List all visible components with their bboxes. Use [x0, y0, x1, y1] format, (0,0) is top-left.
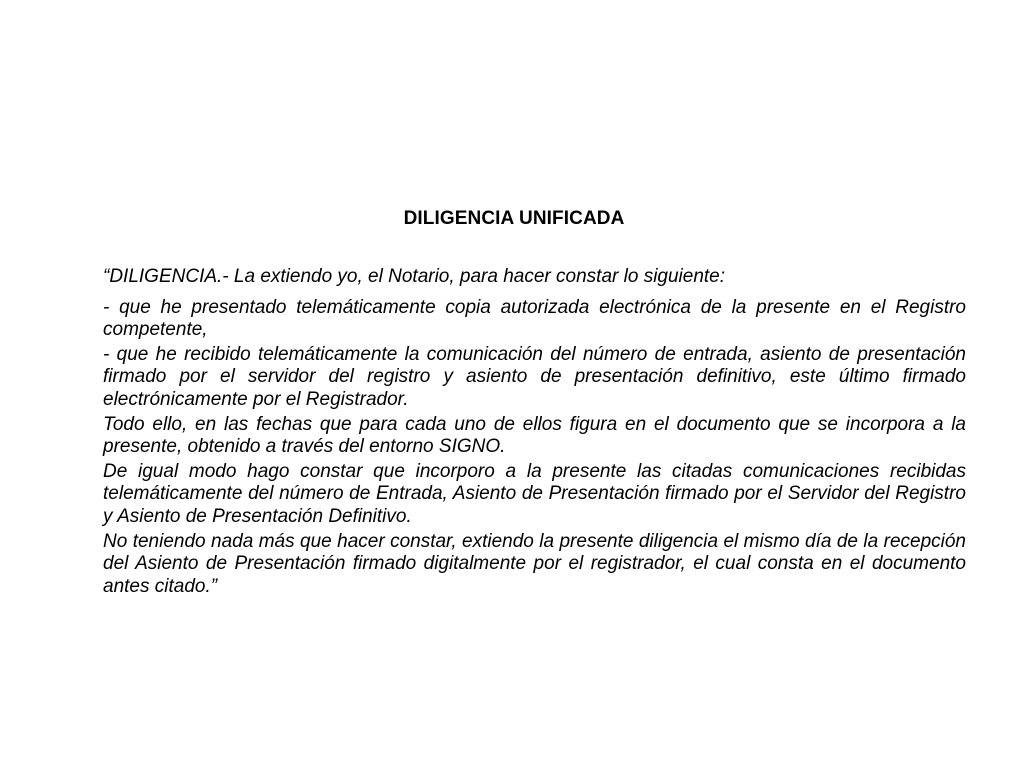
paragraph-dates: Todo ello, en las fechas que para cada uno de ellos figura en el documento que se incorpora a la presente, obtenido a través del entorno SIGNO.	[103, 413, 966, 458]
paragraph-presented: - que he presentado telemáticamente copia autorizada electrónica de la presente en el Registro competente,	[103, 296, 966, 341]
paragraph-incorporation: De igual modo hago constar que incorporo a la presente las citadas comunicaciones recibidas telemáticamente del número de Entrada, Asiento de Presentación firmado por el Servidor del Registro y Asiento de Presentación Definitivo.	[103, 460, 966, 527]
paragraph-closing: No teniendo nada más que hacer constar, extiendo la presente diligencia el mismo día de la recepción del Asiento de Presentación firmado digitalmente por el registrador, el cual consta en el documento antes citado.”	[103, 530, 966, 597]
paragraph-intro: “DILIGENCIA.- La extiendo yo, el Notario, para hacer constar lo siguiente:	[103, 266, 726, 287]
paragraph-received: - que he recibido telemáticamente la comunicación del número de entrada, asiento de presentación firmado por el servidor del registro y asiento de presentación definitivo, este último firmado electrónicamente por el Registrador.	[103, 343, 966, 410]
document-body	[103, 266, 966, 598]
document-title: DILIGENCIA UNIFICADA	[403, 208, 625, 229]
